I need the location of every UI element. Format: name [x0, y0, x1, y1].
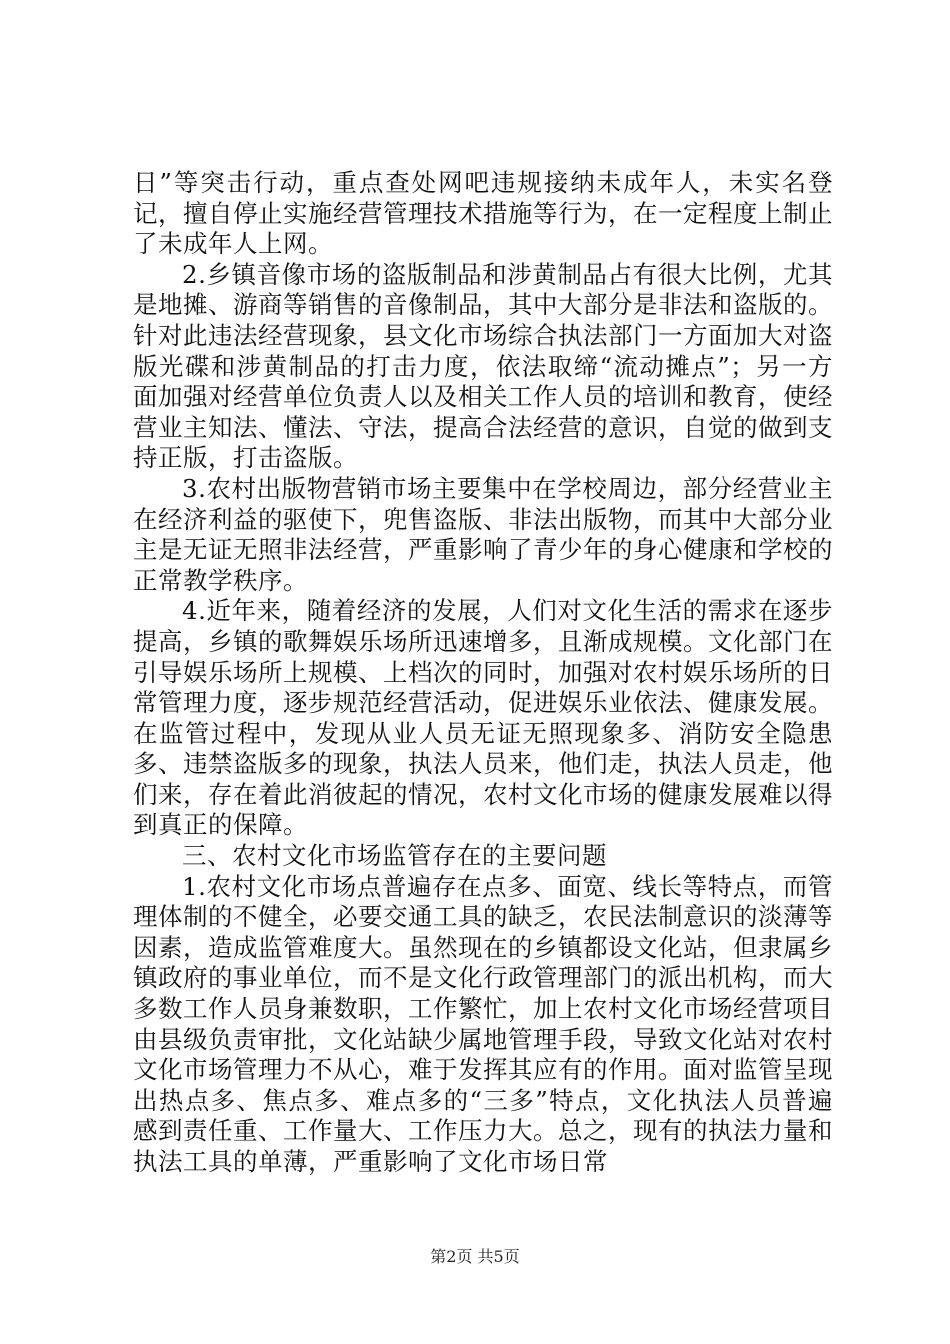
paragraph-item-2: 2.乡镇音像市场的盗版制品和涉黄制品占有很大比例，尤其是地摊、游商等销售的音像制品，其中大部分是非法和盗版的。针对此违法经营现象，县文化市场综合执法部门一方面加大对盗版光碟和涉黄制品的打击力度，依法取缔“流动摊点”；另一方面加强对经营单位负责人以及相关工作人员的培训和教育，使经营业主知法、懂法、守法，提高合法经营的意识，自觉的做到支持正版，打击盗版。 — [133, 259, 833, 473]
paragraph-item-3: 3.农村出版物营销市场主要集中在学校周边，部分经营业主在经济利益的驱使下，兜售盗版、非法出版物，而其中大部分业主是无证无照非法经营，严重影响了青少年的身心健康和学校的正常教学秩序。 — [133, 473, 833, 595]
document-body — [133, 168, 833, 1178]
paragraph-continuation: 日”等突击行动，重点查处网吧违规接纳未成年人，未实名登记，擅自停止实施经营管理技术措施等行为，在一定程度上制止了未成年人上网。 — [133, 168, 833, 259]
paragraph-problem-1: 1.农村文化市场点普遍存在点多、面宽、线长等特点，而管理体制的不健全，必要交通工具的缺乏，农民法制意识的淡薄等因素，造成监管难度大。虽然现在的乡镇都设文化站，但隶属乡镇政府的事业单位，而不是文化行政管理部门的派出机构，而大多数工作人员身兼数职，工作繁忙，加上农村文化市场经营项目由县级负责审批，文化站缺少属地管理手段，导致文化站对农村文化市场管理力不从心，难于发挥其应有的作用。面对监管呈现出热点多、焦点多、难点多的“三多”特点，文化执法人员普遍感到责任重、工作量大、工作压力大。总之，现有的执法力量和执法工具的单薄，严重影响了文化市场日常 — [133, 871, 833, 1176]
section-heading: 三、农村文化市场监管存在的主要问题 — [182, 841, 607, 871]
paragraph-item-4: 4.近年来，随着经济的发展，人们对文化生活的需求在逐步提高，乡镇的歌舞娱乐场所迅速增多，且渐成规模。文化部门在引导娱乐场所上规模、上档次的同时，加强对农村娱乐场所的日常管理力度，逐步规范经营活动，促进娱乐业依法、健康发展。在监管过程中，发现从业人员无证无照现象多、消防安全隐患多、违禁盗版多的现象，执法人员来，他们走，执法人员走，他们来，存在着此消彼起的情况，农村文化市场的健康发展难以得到真正的保障。 — [133, 596, 833, 840]
page-number-footer: 第2页 共5页 — [430, 1247, 520, 1266]
